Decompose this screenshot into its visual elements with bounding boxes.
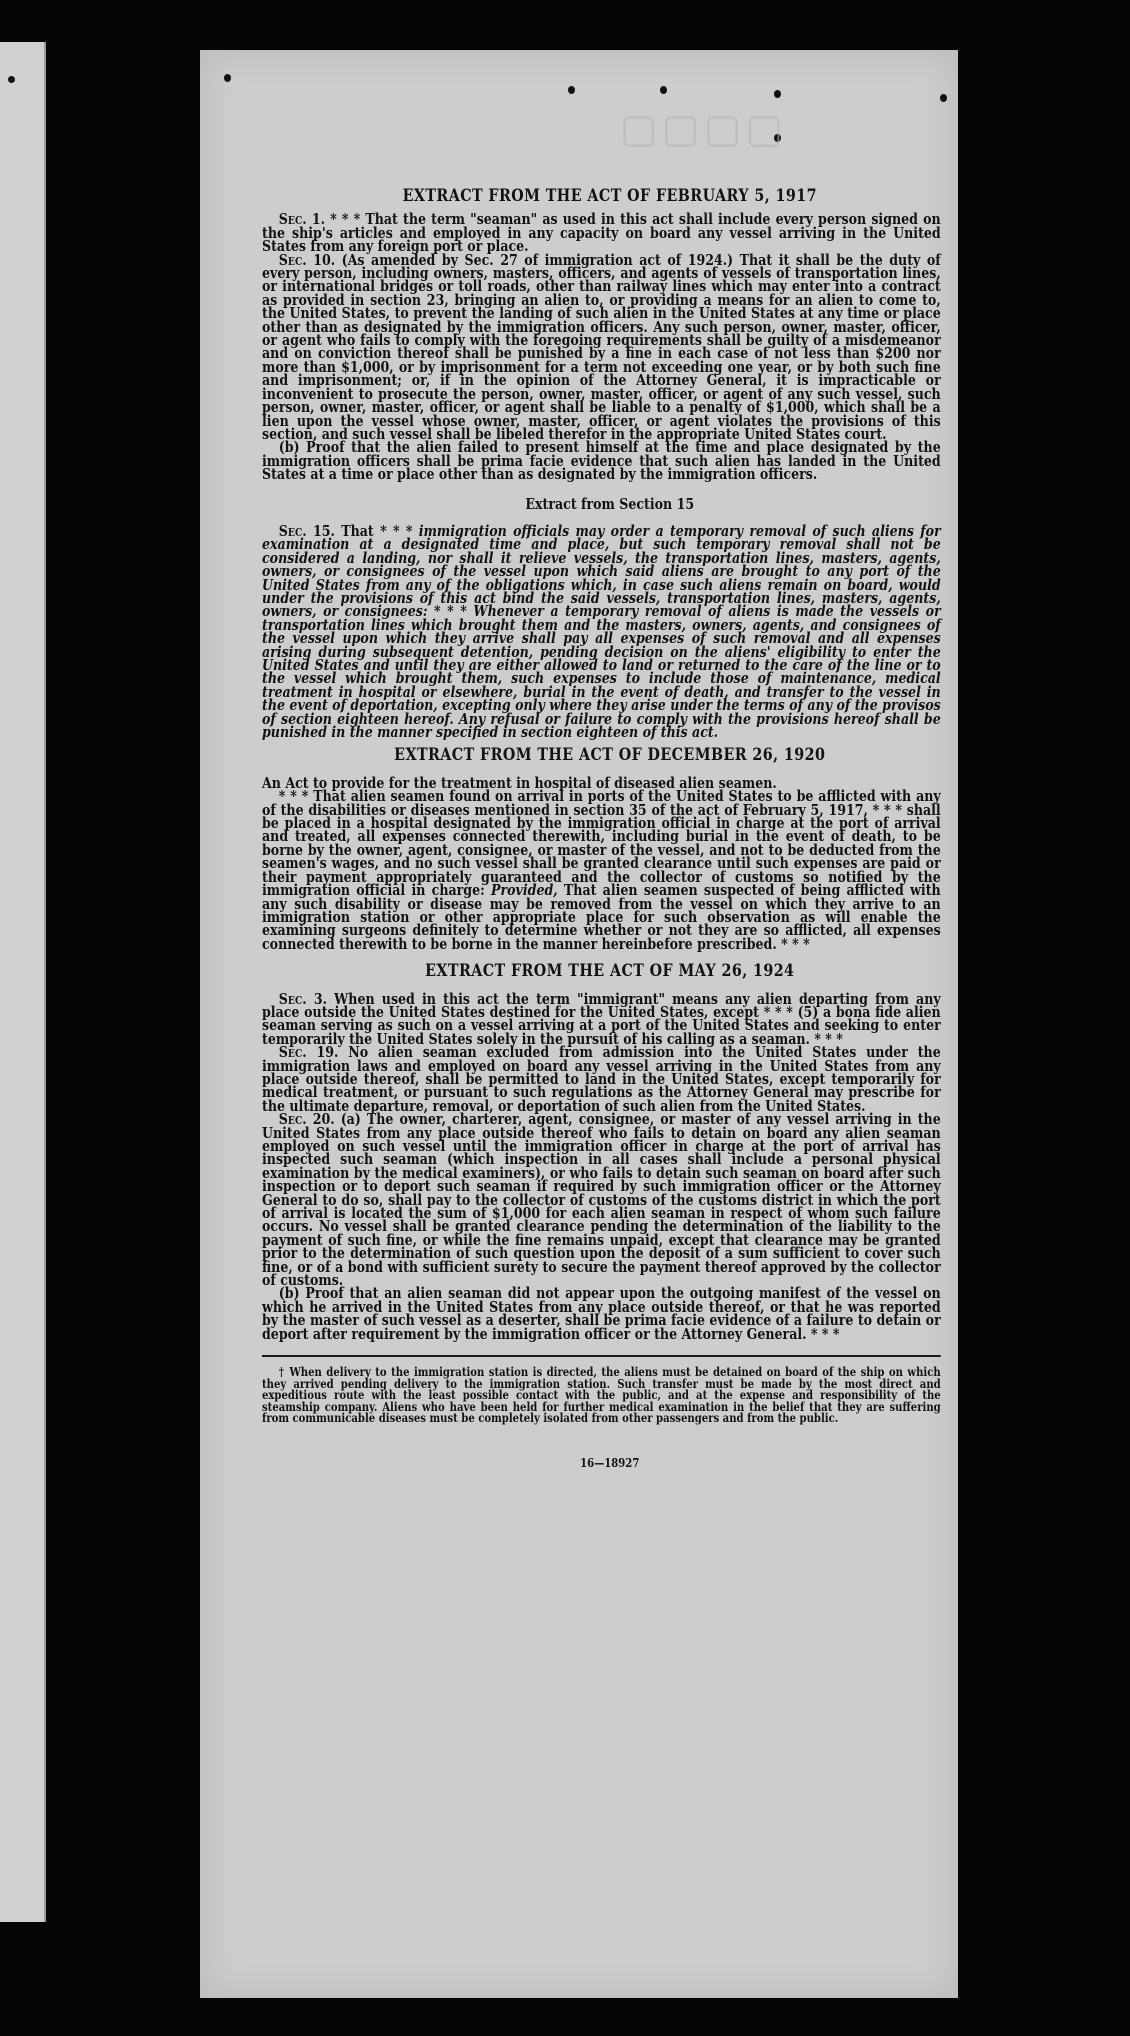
sec-10-label: Sec. 10. [278,250,336,269]
sec-3-paragraph [262,989,941,1048]
document-body [262,186,941,1471]
sec-20-text: (a) The owner, charterer, agent, consignee, or master of any vessel arriving in the United States from any place outside thereof who fails to detain on board any alien seaman employed on such vessel until the immigration officer in charge at the port of arrival has inspected such seaman (which inspection in all cases shall include a personal physical examination by the medical examiners), or who fails to detain such seaman on board after such inspection or to deport such seaman if required by such immigration officer or the Attorney General to do so, shall pay to the collector of customs of the customs district in which the port of arrival is located the sum of $1,000 for each alien seaman in respect of whom such failure occurs. No vessel shall be granted clearance pending the determination of the liability to the payment of such fine, or while the fine remains unpaid, except that clearance may be granted prior to the determination of such question upon the deposit of a sum sufficient to cover such fine, or of a bond with sufficient surety to secure the payment thereof approved by the collector of customs. [262,1110,941,1290]
show-through-smudge: ▢▢▢▢ [620,106,788,152]
sec-15-text: immigration officials may order a temporary removal of such aliens for examination at a designated time and place, but such temporary removal shall not be considered a landing, nor shall it relieve vessels, the transportation lines, masters, agents, owners, or consignees of the vessel upon which said aliens are brought to any port of the United States from any of the obligations which, in case such aliens remain on board, would under the provisions of this act bind the said vessels, transportation lines, masters, agents, owners, or consignees: * * * Whenever a temporary removal of aliens is made the vessels or transportation lines which brought them and the masters, owners, agents, and consignees of the vessel upon which they arrive shall pay all expenses of such removal and all expenses arising during subsequent detention, pending decision on the aliens' eligibility to enter the United States and until they are either allowed to land or returned to the care of the line or to the vessel which brought them, such expenses to include those of maintenance, medical treatment in hospital or elsewhere, burial in the event of death, and transfer to the vessel in the event of deportation, excepting only where they arise under the terms of any of the provisos of section eighteen hereof. Any refusal or failure to comply with the provisions hereof shall be punished in the manner specified in section eighteen of this act. [262,521,941,742]
punch-hole [940,94,947,102]
sec-1-paragraph [262,210,941,256]
punch-hole [224,74,231,82]
sec-1-label: Sec. 1. [278,210,325,229]
heading-act-1917: EXTRACT FROM THE ACT OF FEBRUARY 5, 1917 [402,186,817,206]
punch-hole [568,86,575,94]
sec-15-lead: That * * * [341,521,413,540]
sec-20-label: Sec. 20. [278,1110,335,1129]
sec-19-paragraph [262,1043,941,1115]
document-page [200,50,958,1998]
adjacent-page-edge [0,42,46,1922]
punch-hole [660,86,667,94]
punch-hole [8,76,15,83]
act-1920-paragraph [262,787,941,953]
sec-19-text: No alien seaman excluded from admission into the United States under the immigration laws and employed on board any vessel arriving in the United States from any place outside thereof, shall be permitted to land in the United States, except temporarily for medical treatment, or pursuant to such regulations as the Attorney General may prescribe for the ultimate departure, removal, or deportation of such alien from the United States. [262,1043,941,1115]
act-1920-text: * * * That alien seamen found on arrival in ports of the United States to be afflicted with any of the disabilities or diseases mentioned in section 35 of the act of February 5, 1917, * * * shall be placed in a hospital designated by the immigration official in charge at the port of arrival and treated, all expenses connected therewith, including burial in the event of death, to be borne by the owner, agent, consignee, or master of the vessel, and not to be deducted from the seamen's wages, and no such vessel shall be granted clearance until such expenses are paid or their payment appropriately guaranteed and the collector of customs so notified by the immigration official in charge: [262,787,941,900]
act-1920-intro: An Act to provide for the treatment in hospital of diseased alien seamen. [262,773,777,792]
act-1920-text-2: That alien seamen suspected of being afflicted with any such disability or disease may be removed from the vessel on which they arrive to an immigration station or other appropriate place for such observation as will enable the examining surgeons definitely to determine whether or not they are so afflicted, all expenses connected therewith to be borne in the manner hereinbefore prescribed. * * * [262,881,941,953]
act-1920-provided: Provided, [491,881,558,900]
sec-20-paragraph [262,1110,941,1290]
footnote: † When delivery to the immigration station is directed, the aliens must be detained on board of the ship on which they arrived pending delivery to the immigration station. Such transfer must be made by the most direct and expeditious route with the least possible contact with the public, and at the expense and responsibility of the steamship company. Aliens who have been held for further medical examination in the belief that they are suffering from communicable diseases must be completely isolated from other passengers and from the public. [262,1365,941,1426]
sec-10-text: (As amended by Sec. 27 of immigration act of 1924.) That it shall be the duty of every person, including owners, masters, officers, and agents of vessels of transportation lines, or international bridges or toll roads, other than railway lines which may enter into a contract as provided in section 23, bringing an alien to, or providing a means for an alien to come to, the United States, to prevent the landing of such alien in the United States at any time or place other than as designated by the immigration officers. Any such person, owner, master, officer, or agent who fails to comply with the foregoing requirements shall be guilty of a misdemeanor and on conviction thereof shall be punished by a fine in each case of not less than $200 nor more than $1,000, or by imprisonment for a term not exceeding one year, or by both such fine and imprisonment; or, if in the opinion of the Attorney General, it is impracticable or inconvenient to prosecute the person, owner, master, officer, or agent of any such vessel, such person, owner, master, officer, or agent shall be liable to a penalty of $1,000, which shall be a lien upon the vessel whose owner, master, officer, or agent violates the provisions of this section, and such vessel shall be libeled therefor in the appropriate United States court. [262,250,941,443]
sec-10b-paragraph: (b) Proof that the alien failed to present himself at the time and place designated by the immigration officers shall be prima facie evidence that such alien has landed in the United States at a time or place other than as designated by the immigration officers. [262,438,941,484]
sec-10-paragraph [262,250,941,443]
heading-section-15: Extract from Section 15 [525,494,695,513]
heading-act-1924: EXTRACT FROM THE ACT OF MAY 26, 1924 [425,961,795,982]
sec-3-label: Sec. 3. [278,989,327,1008]
punch-hole [774,90,781,98]
heading-act-1920: EXTRACT FROM THE ACT OF DECEMBER 26, 1920 [394,745,826,766]
sec-1-text: * * * That the term "seaman" as used in this act shall include every person signed on the ship's articles and employed in any capacity on board any vessel arriving in the United States from any foreign port or place. [262,210,941,256]
sec-3-text: When used in this act the term "immigrant" means any alien departing from any place outside the United States destined for the United States, except * * * (5) a bona fide alien seaman serving as such on a vessel arriving at a port of the United States and seeking to enter temporarily the United States solely in the pursuit of his calling as a seaman. * * * [262,989,941,1048]
sec-15-label: Sec. 15. [278,521,335,540]
form-number: 16—18927 [580,1456,640,1471]
sec-20b-paragraph: (b) Proof that an alien seaman did not appear upon the outgoing manifest of the vessel on which he arrived in the United States from any place outside thereof, or that he was reported by the master of such vessel as a deserter, shall be prima facie evidence of a failure to detain or deport after requirement by the immigration officer or the Attorney General. * * * [262,1284,941,1343]
sec-15-paragraph [262,521,941,742]
sec-19-label: Sec. 19. [278,1043,339,1062]
